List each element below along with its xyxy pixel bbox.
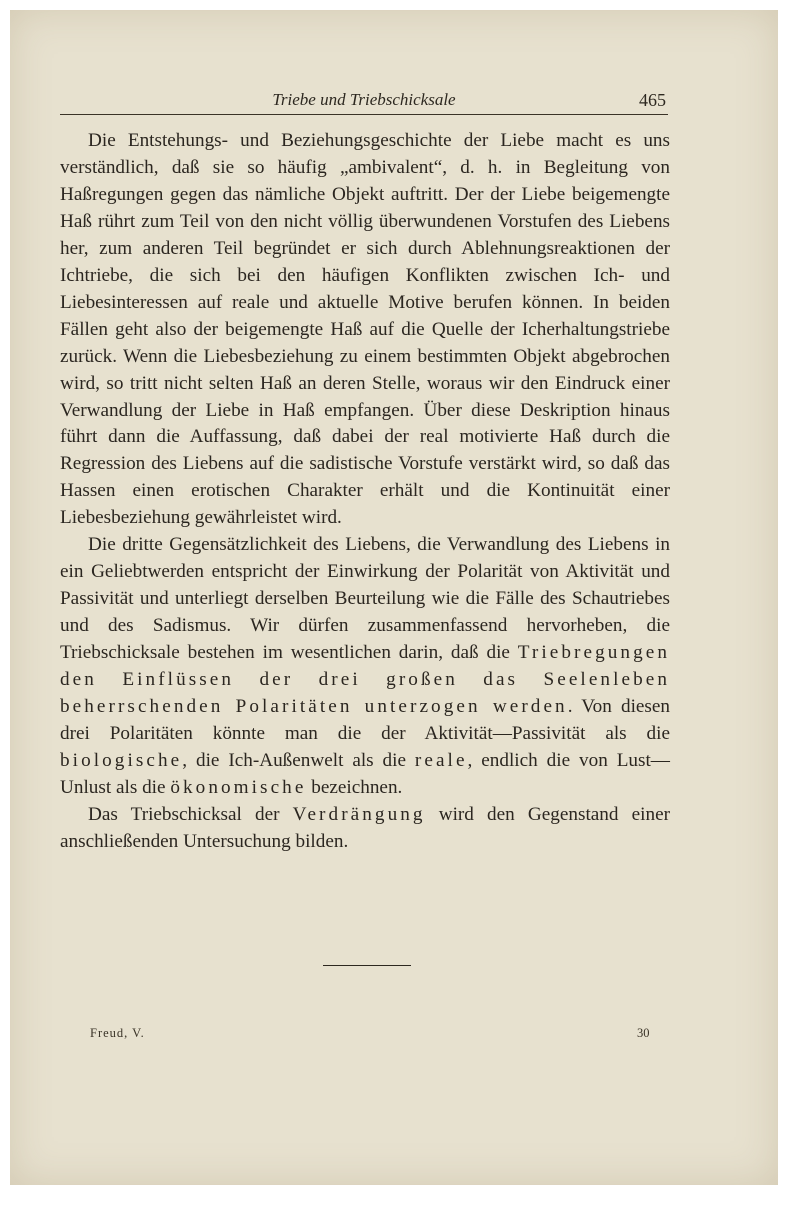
paragraph <box>60 802 670 856</box>
spaced-emphasis-text: Triebregungen den Einflüssen der drei großen das Seelenleben beherrschenden Polaritäten unterzogen werden <box>60 642 670 718</box>
section-end-rule <box>323 965 411 966</box>
page-number: 465 <box>639 90 666 110</box>
sheet-number: 30 <box>637 1026 650 1040</box>
paragraph-text: Das Triebschicksal der <box>88 803 293 825</box>
spaced-emphasis-text: Verdrängung <box>292 803 426 825</box>
paragraph-text: , endlich die von Lust—Unlust als die <box>60 749 670 798</box>
running-header <box>60 90 668 115</box>
spaced-emphasis-text: biologische <box>60 749 183 771</box>
spaced-emphasis-text: ökonomische <box>170 776 307 798</box>
paragraph-text: Die Entstehungs- und Beziehungsgeschichte der Liebe macht es uns verständlich, daß sie so häufig „ambivalent“, d. h. in Begleitung von Haßregungen gegen das nämliche Objekt auftritt. Der der Liebe beigemengte Haß rührt zum Teil von den nicht völlig überwundenen Vorstufen des Liebens her, zum anderen Teil begründet er sich durch Ablehnungsreaktionen der Ichtriebe, die sich bei den häufigen Konflikten zwischen Ich- und Liebesinteressen auf reale und aktuelle Motive berufen können. In beiden Fällen geht also der beigemengte Haß auf die Quelle der Icherhaltungstriebe zurück. Wenn die Liebesbeziehung zu einem bestimmten Objekt abgebrochen wird, so tritt nicht selten Haß an deren Stelle, woraus wir den Eindruck einer Verwandlung der Liebe in Haß empfangen. Über diese Deskription hinaus führt dann die Auffassung, daß dabei der real motivierte Haß durch die Regression des Liebens auf die sadistische Vorstufe verstärkt wird, so daß das Hassen einen erotischen Charakter erhält und die Kontinuität einer Liebesbeziehung gewährleistet wird. <box>60 130 670 529</box>
signature-mark: Freud, V. <box>90 1026 145 1040</box>
paragraph-text: . Von diesen drei Polaritäten könnte man die der Aktivität—Passivität als die <box>60 696 670 744</box>
paragraph <box>60 128 670 532</box>
paragraph-text: , die Ich-Außenwelt als die <box>182 749 415 771</box>
book-page <box>10 10 778 1185</box>
running-title: Triebe und Triebschicksale <box>272 90 456 109</box>
paragraph-text: Die dritte Gegensätzlichkeit des Liebens, die Verwandlung des Liebens in ein Geliebtwerden entspricht der Einwirkung der Polarität von Aktivität und Passivität und unterliegt derselben Beurteilung wie die Fälle des Schautriebes und des Sadismus. Wir dürfen zusammenfassend hervorheben, die Triebschicksale bestehen im wesentlichen darin, daß die <box>60 534 670 664</box>
spaced-emphasis-text: reale <box>414 749 468 771</box>
paragraph-text: wird den Gegenstand einer anschließenden Untersuchung bilden. <box>60 803 670 852</box>
body-text <box>60 128 670 856</box>
paragraph <box>60 532 670 802</box>
paragraph-text: bezeichnen. <box>306 776 403 798</box>
